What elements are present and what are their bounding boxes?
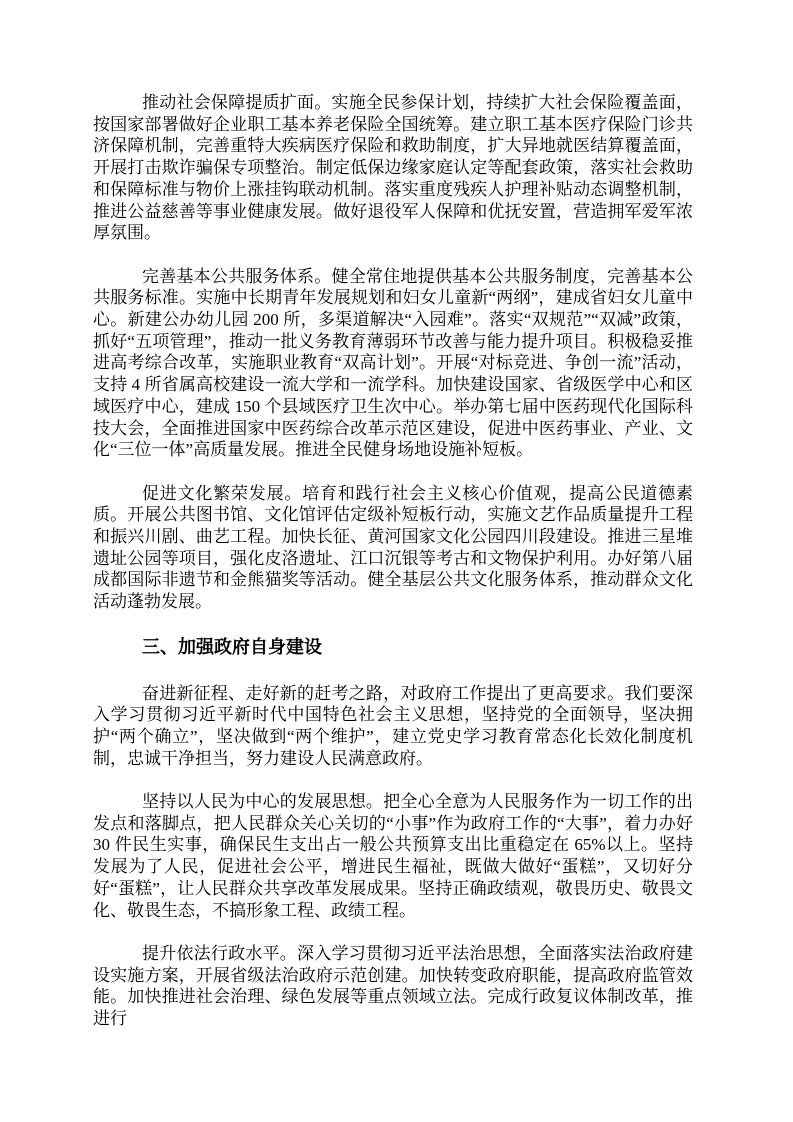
body-paragraph: 促进文化繁荣发展。培育和践行社会主义核心价值观，提高公民道德素质。开展公共图书馆、文化馆评估定级补短板行动，实施文艺作品质量提升工程和振兴川剧、曲艺工程。加快长征、黄河国家文化公园四川段建设。推进三星堆遗址公园等项目，强化皮洛遗址、江口沉银等考古和文物保护利用。办好第八届成都国际非遗节和金熊猫奖等活动。健全基层公共文化服务体系，推动群众文化活动蓬勃发展。 bbox=[93, 483, 693, 612]
body-paragraph: 坚持以人民为中心的发展思想。把全心全意为人民服务作为一切工作的出发点和落脚点，把人民群众关心关切的“小事”作为政府工作的“大事”，着力办好 30 件民生实事，确保民生支出占一般公共预算支出比重稳定在 65%以上。坚持发展为了人民，促进社会公平，增进民生福祉，既做大做好“蛋糕”，又切好分好“蛋糕”，让人民群众共享改革发展成果。坚持正确政绩观，敬畏历史、敬畏文化、敬畏生态，不搞形象工程、政绩工程。 bbox=[93, 792, 693, 920]
body-paragraph: 推动社会保障提质扩面。实施全民参保计划，持续扩大社会保险覆盖面，按国家部署做好企业职工基本养老保险全国统筹。建立职工基本医疗保险门诊共济保障机制，完善重特大疾病医疗保险和救助制度，扩大异地就医结算覆盖面，开展打击欺诈骗保专项整治。制定低保边缘家庭认定等配套政策，落实社会救助和保障标准与物价上涨挂钩联动机制。落实重度残疾人护理补贴动态调整机制，推进公益慈善等事业健康发展。做好退役军人保障和优抚安置，营造拥军爱军浓厚氛围。 bbox=[93, 93, 693, 243]
section-heading: 三、加强政府自身建设 bbox=[142, 636, 322, 657]
body-paragraph: 提升依法行政水平。深入学习贯彻习近平法治思想，全面落实法治政府建设实施方案，开展省级法治政府示范创建。加快转变政府职能，提高政府监管效能。加快推进社会治理、绿色发展等重点领域立法。完成行政复议体制改革，推进行 bbox=[93, 943, 693, 1029]
body-paragraph: 完善基本公共服务体系。健全常住地提供基本公共服务制度，完善基本公共服务标准。实施中长期青年发展规划和妇女儿童新“两纲”，建成省妇女儿童中心。新建公办幼儿园 200 所，多渠道解决“入园难”。落实“双规范”“双减”政策，抓好“五项管理”，推动一批义务教育薄弱环节改善与能力提升项目。积极稳妥推进高考综合改革，实施职业教育“双高计划”。开展“对标竞进、争创一流”活动，支持 4 所省属高校建设一流大学和一流学科。加快建设国家、省级医学中心和区域医疗中心，建成 150 个县域医疗卫生次中心。举办第七届中医药现代化国际科技大会，全面推进国家中医药综合改革示范区建设，促进中医药事业、产业、文化“三位一体”高质量发展。推进全民健身场地设施补短板。 bbox=[93, 266, 693, 460]
body-paragraph: 奋进新征程、走好新的赶考之路，对政府工作提出了更高要求。我们要深入学习贯彻习近平新时代中国特色社会主义思想，坚持党的全面领导，坚决拥护“两个确立”，坚决做到“两个维护”，建立党史学习教育常态化长效化制度机制，忠诚干净担当，努力建设人民满意政府。 bbox=[93, 683, 693, 768]
